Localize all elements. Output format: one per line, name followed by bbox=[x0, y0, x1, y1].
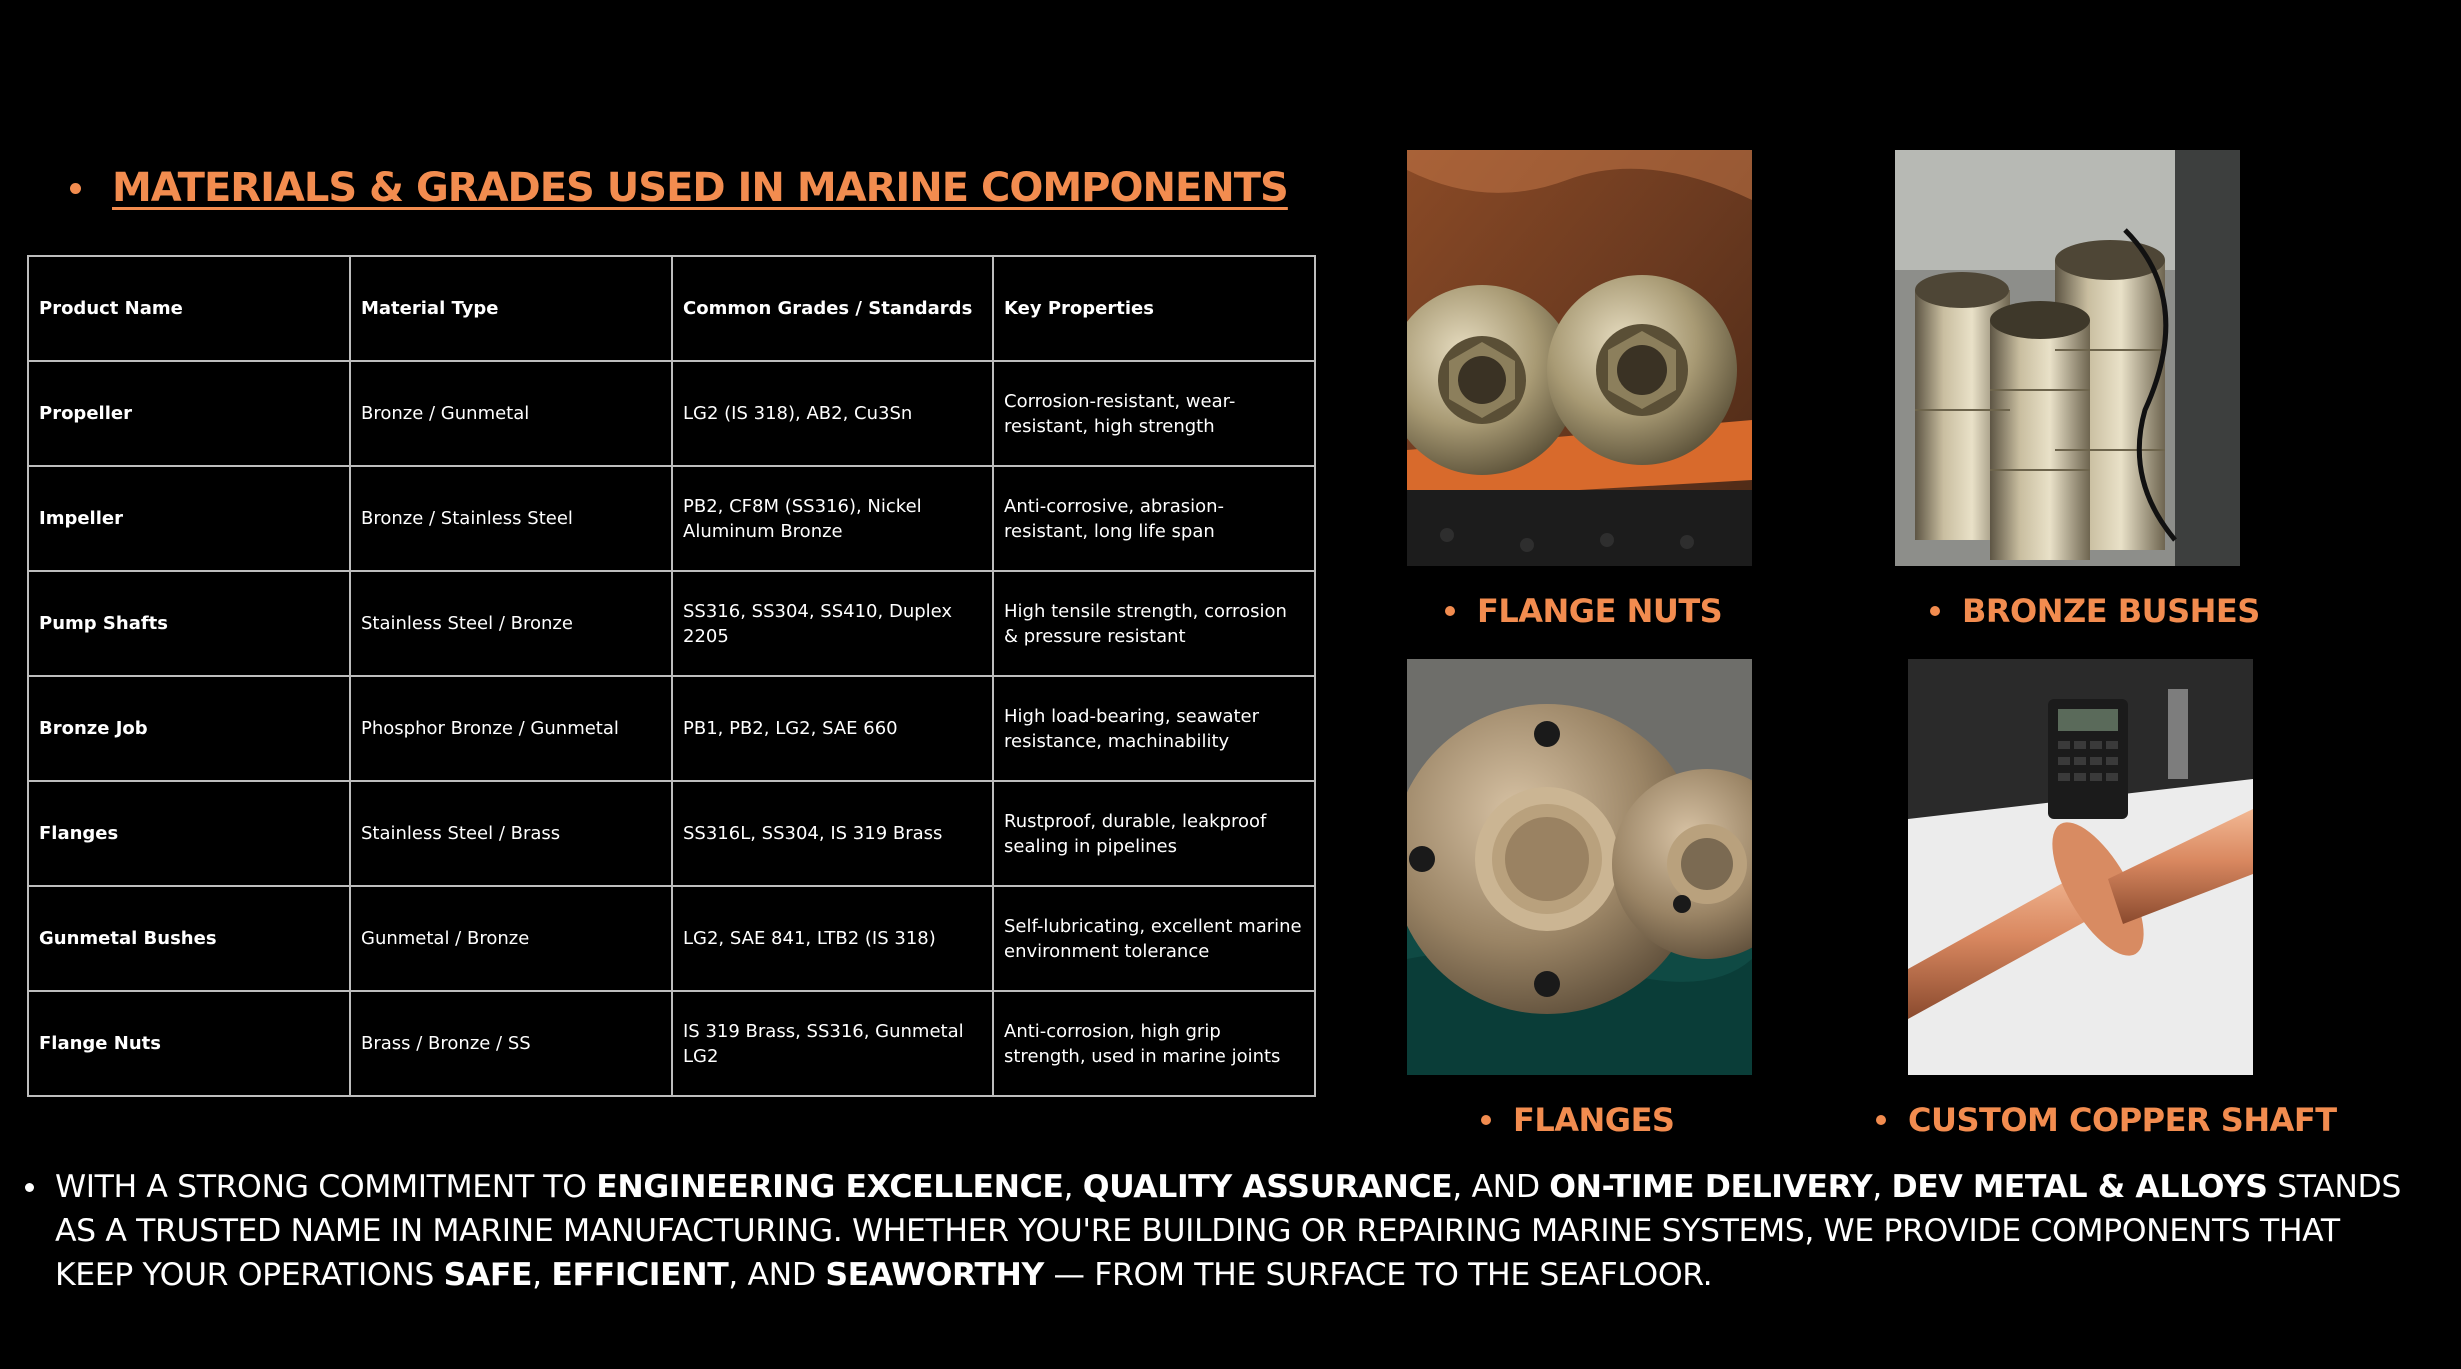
grades-cell: IS 319 Brass, SS316, Gunmetal LG2 bbox=[672, 991, 993, 1096]
flange-nuts-caption bbox=[1445, 592, 1722, 630]
properties-cell: Corrosion-resistant, wear-resistant, high strength bbox=[993, 361, 1315, 466]
grades-cell: PB2, CF8M (SS316), Nickel Aluminum Bronze bbox=[672, 466, 993, 571]
product-name-cell: Flange Nuts bbox=[28, 991, 350, 1096]
bullet-icon bbox=[1445, 606, 1455, 616]
material-type-cell: Brass / Bronze / SS bbox=[350, 991, 672, 1096]
product-name-cell: Gunmetal Bushes bbox=[28, 886, 350, 991]
table-row bbox=[28, 676, 1315, 781]
caption-text: BRONZE BUSHES bbox=[1962, 592, 2260, 630]
material-type-cell: Bronze / Stainless Steel bbox=[350, 466, 672, 571]
material-type-cell: Phosphor Bronze / Gunmetal bbox=[350, 676, 672, 781]
material-type-cell: Gunmetal / Bronze bbox=[350, 886, 672, 991]
bullet-icon bbox=[1930, 606, 1940, 616]
product-name-cell: Impeller bbox=[28, 466, 350, 571]
table-header-cell: Product Name bbox=[28, 256, 350, 361]
product-name-cell: Pump Shafts bbox=[28, 571, 350, 676]
bullet-icon bbox=[1876, 1115, 1886, 1125]
properties-cell: Self-lubricating, excellent marine environment tolerance bbox=[993, 886, 1315, 991]
grades-cell: PB1, PB2, LG2, SAE 660 bbox=[672, 676, 993, 781]
grades-cell: LG2 (IS 318), AB2, Cu3Sn bbox=[672, 361, 993, 466]
table-header-cell: Key Properties bbox=[993, 256, 1315, 361]
grades-cell: LG2, SAE 841, LTB2 (IS 318) bbox=[672, 886, 993, 991]
properties-cell: High tensile strength, corrosion & pressure resistant bbox=[993, 571, 1315, 676]
table-row bbox=[28, 991, 1315, 1096]
properties-cell: High load-bearing, seawater resistance, machinability bbox=[993, 676, 1315, 781]
product-name-cell: Flanges bbox=[28, 781, 350, 886]
bronze-bushes-photo bbox=[1895, 150, 2240, 566]
properties-cell: Anti-corrosion, high grip strength, used in marine joints bbox=[993, 991, 1315, 1096]
closing-statement bbox=[25, 1165, 2405, 1297]
flange-nuts-photo bbox=[1407, 150, 1752, 566]
section-heading bbox=[70, 165, 1288, 211]
table-row bbox=[28, 571, 1315, 676]
properties-cell: Anti-corrosive, abrasion-resistant, long life span bbox=[993, 466, 1315, 571]
flanges-caption bbox=[1481, 1101, 1674, 1139]
material-type-cell: Stainless Steel / Bronze bbox=[350, 571, 672, 676]
table-row bbox=[28, 886, 1315, 991]
bullet-icon bbox=[70, 183, 81, 194]
grades-cell: SS316, SS304, SS410, Duplex 2205 bbox=[672, 571, 993, 676]
material-type-cell: Stainless Steel / Brass bbox=[350, 781, 672, 886]
caption-text: FLANGES bbox=[1513, 1101, 1675, 1139]
table-header-cell: Material Type bbox=[350, 256, 672, 361]
material-type-cell: Bronze / Gunmetal bbox=[350, 361, 672, 466]
bronze-bushes-caption bbox=[1930, 592, 2260, 630]
product-name-cell: Bronze Job bbox=[28, 676, 350, 781]
flanges-photo bbox=[1407, 659, 1752, 1075]
custom-copper-shaft-caption bbox=[1876, 1101, 2337, 1139]
table-row bbox=[28, 466, 1315, 571]
product-name-cell: Propeller bbox=[28, 361, 350, 466]
table-header-cell: Common Grades / Standards bbox=[672, 256, 993, 361]
table-header-row bbox=[28, 256, 1315, 361]
custom-copper-shaft-photo bbox=[1908, 659, 2253, 1075]
materials-table bbox=[27, 255, 1316, 1097]
caption-text: FLANGE NUTS bbox=[1477, 592, 1723, 630]
table-row bbox=[28, 781, 1315, 886]
properties-cell: Rustproof, durable, leakproof sealing in pipelines bbox=[993, 781, 1315, 886]
table-row bbox=[28, 361, 1315, 466]
heading-text: MATERIALS & GRADES USED IN MARINE COMPONENTS bbox=[112, 165, 1288, 211]
bullet-icon bbox=[1481, 1115, 1491, 1125]
grades-cell: SS316L, SS304, IS 319 Brass bbox=[672, 781, 993, 886]
caption-text: CUSTOM COPPER SHAFT bbox=[1908, 1101, 2337, 1139]
bullet-icon bbox=[25, 1183, 34, 1192]
closing-text: WITH A STRONG COMMITMENT TO ENGINEERING EXCELLENCE, QUALITY ASSURANCE, AND ON-TIME DELIVERY, DEV METAL & ALLOYS STANDS AS A TRUSTED NAME IN MARINE MANUFACTURING. WHETHER YOU'RE BUILDING OR REPAIRING MARINE SYSTEMS, WE PROVIDE COMPONENTS THAT KEEP YOUR OPERATIONS SAFE, EFFICIENT, AND SEAWORTHY — FROM THE SURFACE TO THE SEAFLOOR. bbox=[55, 1169, 2401, 1293]
